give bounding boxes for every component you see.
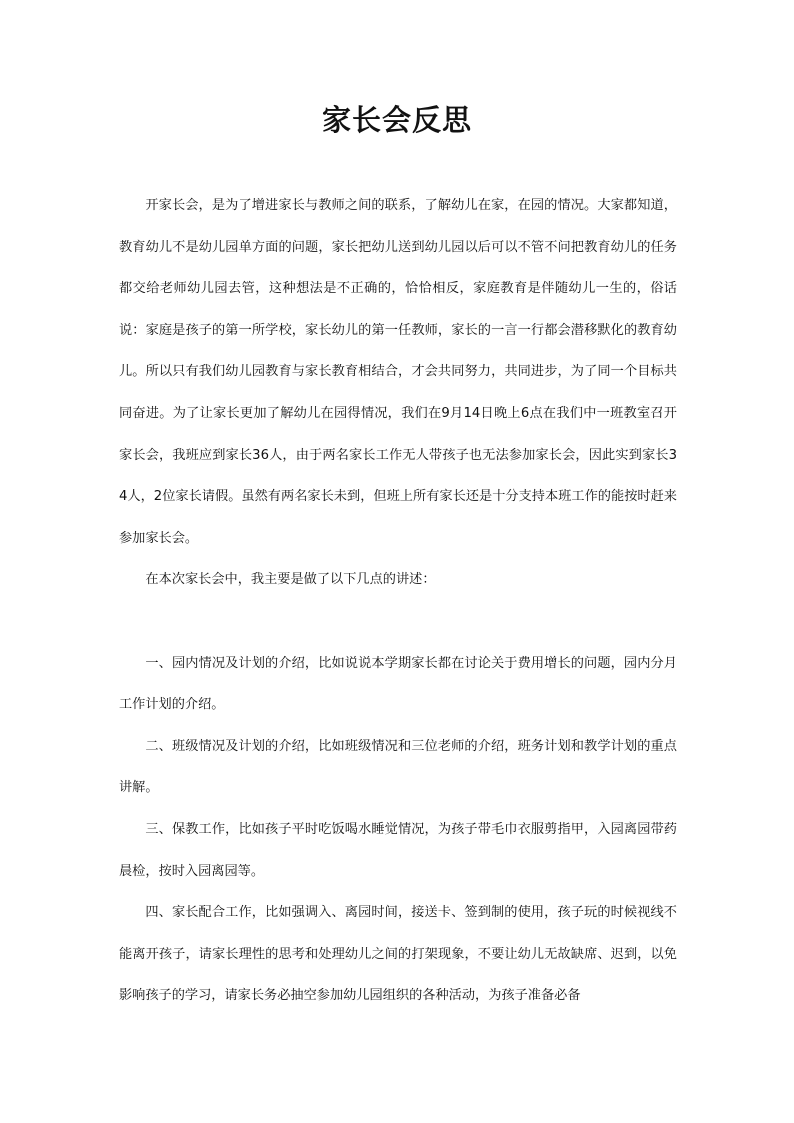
paragraph-point-3: 三、保教工作，比如孩子平时吃饭喝水睡觉情况，为孩子带毛巾衣服剪指甲，入园离园带药晨检，按时入园离园等。 [119,821,677,879]
blank-line [119,601,677,643]
paragraph-summary-lead: 在本次家长会中，我主要是做了以下几点的讲述： [145,572,436,588]
paragraph-intro: 开家长会，是为了增进家长与教师之间的联系，了解幼儿在家，在园的情况。大家都知道，教育幼儿不是幼儿园单方面的问题，家长把幼儿送到幼儿园以后可以不管不问把教育幼儿的任务都交给老师幼儿园去管，这种想法是不正确的，恰恰相反，家庭教育是伴随幼儿一生的，俗话说：家庭是孩子的第一所学校，家长幼儿的第一任教师，家长的一言一行都会潜移默化的教育幼儿。所以只有我们幼儿园教育与家长教育相结合，才会共同努力，共同进步，为了同一个目标共同奋进。为了让家长更加了解幼儿在园得情况，我们在9月14日晚上6点在我们中一班教室召开家长会，我班应到家长36人，由于两名家长工作无人带孩子也无法参加家长会，因此实到家长34人，2位家长请假。虽然有两名家长未到，但班上所有家长还是十分支持本班工作的能按时赶来参加家长会。 [119,198,677,546]
paragraph-point-4: 四、家长配合工作，比如强调入、离园时间，接送卡、签到制的使用，孩子玩的时候视线不能离开孩子，请家长理性的思考和处理幼儿之间的打架现象，不要让幼儿无故缺席、迟到，以免影响孩子的学习，请家长务必抽空参加幼儿园组织的各种活动，为孩子准备必备 [119,905,677,1004]
document-body [119,185,677,1017]
paragraph-point-1: 一、园内情况及计划的介绍，比如说说本学期家长都在讨论关于费用增长的问题，园内分月工作计划的介绍。 [119,655,677,713]
document-title: 家长会反思 [321,103,472,137]
paragraph-point-2: 二、班级情况及计划的介绍，比如班级情况和三位老师的介绍，班务计划和教学计划的重点讲解。 [119,738,677,796]
